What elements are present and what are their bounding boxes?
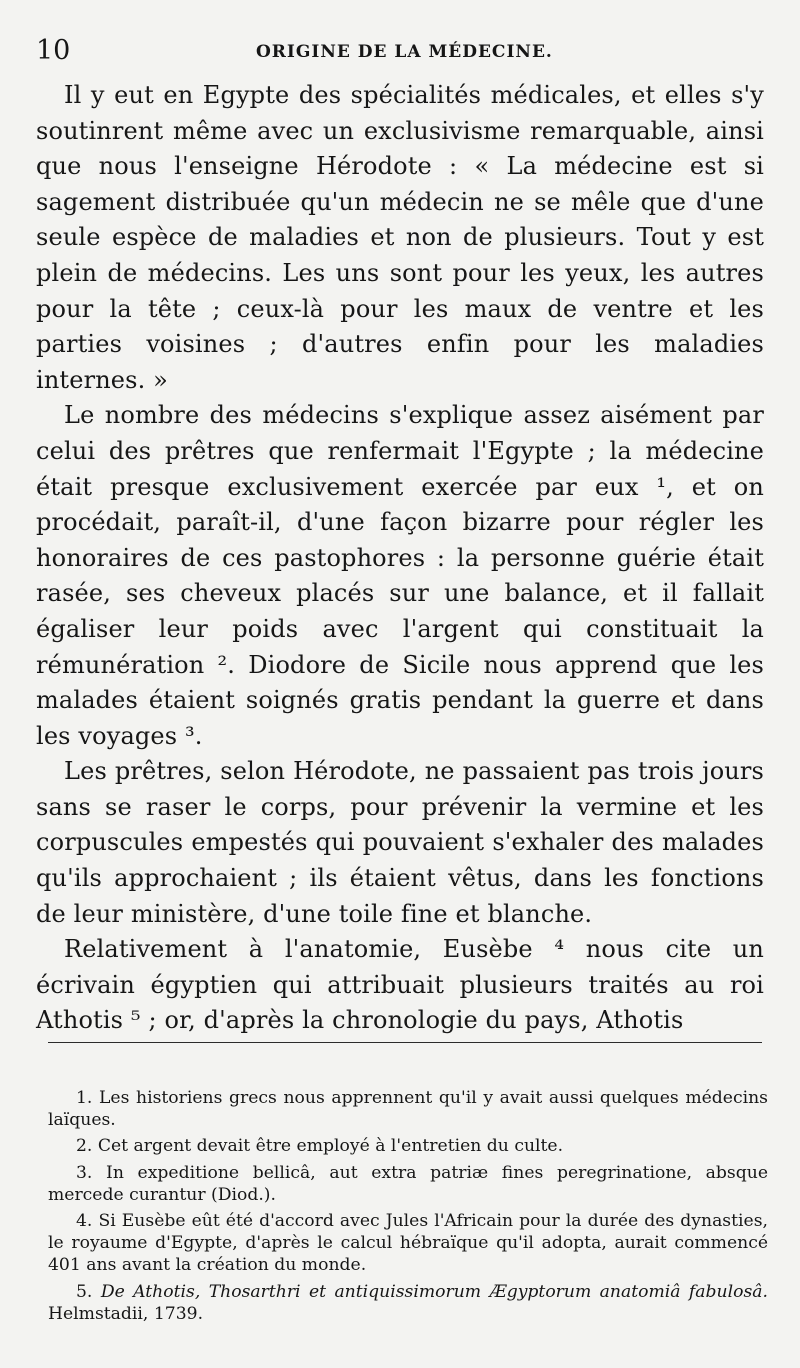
page-number: 10 [36,35,71,66]
running-title: ORIGINE DE LA MÉDECINE. [256,42,553,62]
footnote: 2. Cet argent devait être employé à l'entretien du culte. [76,1136,564,1157]
footnote-divider [48,1042,762,1043]
footnote: 4. Si Eusèbe eût été d'accord avec Jules l'Africain pour la durée des dynasties, le royaume d'Egypte, d'après le calcul hébraïque qu'il adopta, aurait commencé 401 ans avant la création du monde. [48,1211,768,1276]
footnote: 1. Les historiens grecs nous apprennent qu'il y avait aussi quelques médecins laïques. [48,1088,768,1131]
footnotes [48,1087,768,1329]
footnote-italic-title: De Athotis, Thosarthri et antiquissimorum Ægyptorum anatomiâ fabulosâ. [100,1281,768,1302]
running-header [34,36,764,70]
footnote-imprint: Helmstadii, 1739. [48,1303,204,1324]
body-text [36,78,764,1039]
body-paragraph: Relativement à l'anatomie, Eusèbe ⁴ nous cite un écrivain égyptien qui attribuait plusieurs traités au roi Athotis ⁵ ; or, d'après la chronologie du pays, Athotis [36,935,764,1035]
body-paragraph: Il y eut en Egypte des spécialités médicales, et elles s'y soutinrent même avec un exclusivisme remarquable, ainsi que nous l'enseigne Hérodote : « La médecine est si sagement distribuée qu'un médecin ne se mêle que d'une seule espèce de maladies et non de plusieurs. Tout y est plein de médecins. Les uns sont pour les yeux, les autres pour la tête ; ceux-là pour les maux de ventre et les parties voisines ; d'autres enfin pour les maladies internes. » [36,81,764,394]
body-paragraph: Le nombre des médecins s'explique assez aisément par celui des prêtres que renfermait l'Egypte ; la médecine était presque exclusivement exercée par eux ¹, et on procédait, paraît-il, d'une façon bizarre pour régler les honoraires de ces pastophores : la personne guérie était rasée, ses cheveux placés sur une balance, et il fallait égaliser leur poids avec l'argent qui constituait la rémunération ². Diodore de Sicile nous apprend que les malades étaient soignés gratis pendant la guerre et dans les voyages ³. [36,401,764,750]
body-paragraph: Les prêtres, selon Hérodote, ne passaient pas trois jours sans se raser le corps, pour prévenir la vermine et les corpuscules empestés qui pouvaient s'exhaler des malades qu'ils approchaient ; ils étaient vêtus, dans les fonctions de leur ministère, d'une toile fine et blanche. [36,757,764,928]
footnote: 3. In expeditione bellicâ, aut extra patriæ fines peregrinatione, absque mercede curantur (Diod.). [48,1162,768,1205]
footnote [48,1281,768,1325]
footnote-number: 5. [76,1281,101,1302]
